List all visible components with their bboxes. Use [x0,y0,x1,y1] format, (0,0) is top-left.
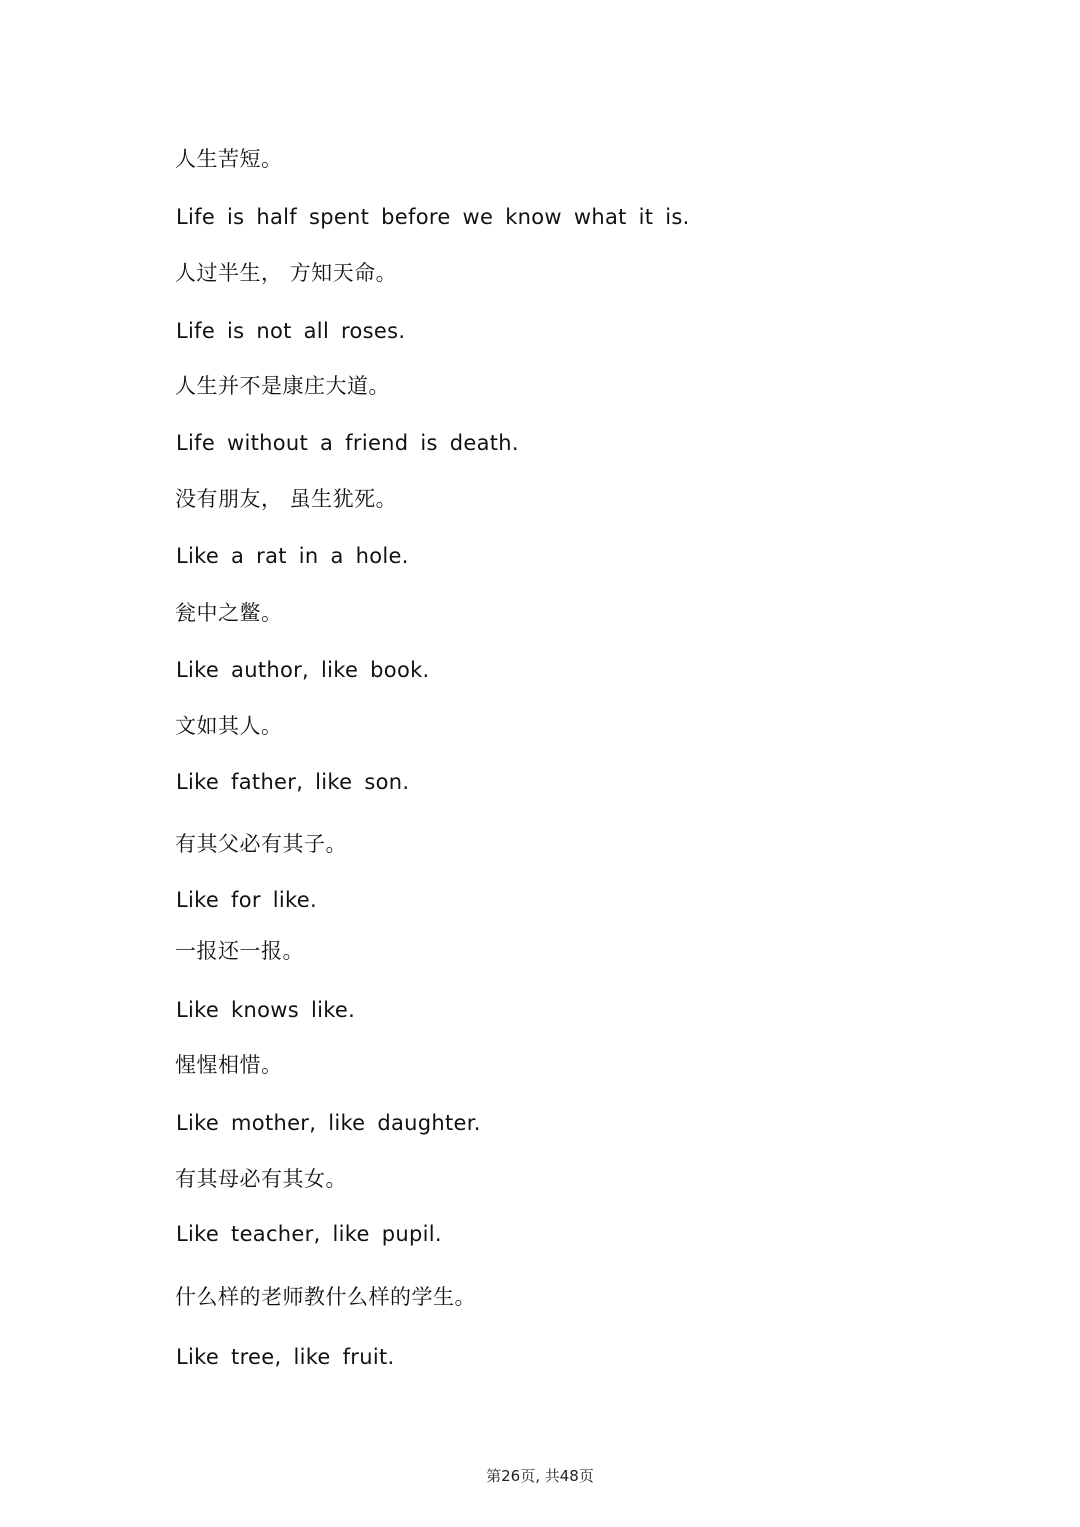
proverb-translation: 人生苦短。 [175,147,283,171]
proverb: Like mother, like daughter. [176,1111,481,1135]
page-number: 第26页, 共48页 [486,1467,594,1485]
proverb: Like father, like son. [176,770,410,794]
proverb-translation: 人生并不是康庄大道。 [175,374,390,398]
proverb: Life is half spent before we know what it is. [176,205,690,229]
proverb-translation: 人过半生， 方知天命。 [175,261,398,285]
proverb: Life is not all roses. [176,319,406,343]
proverb: Like a rat in a hole. [176,544,409,568]
proverb: Like teacher, like pupil. [176,1222,442,1246]
proverb-translation: 有其父必有其子。 [175,832,347,856]
proverb: Like for like. [176,888,317,912]
proverb: Like author, like book. [176,658,430,682]
proverb-translation: 有其母必有其女。 [175,1167,347,1191]
proverb-translation: 惺惺相惜。 [175,1053,283,1077]
proverb-translation: 瓮中之鳖。 [175,601,283,625]
proverb: Like knows like. [176,998,356,1022]
proverb: Like tree, like fruit. [176,1345,395,1369]
proverb-translation: 没有朋友， 虽生犹死。 [175,487,398,511]
proverb-translation: 一报还一报。 [175,939,304,963]
proverb-translation: 文如其人。 [175,714,283,738]
proverb: Life without a friend is death. [176,431,519,455]
proverb-translation: 什么样的老师教什么样的学生。 [175,1285,476,1309]
